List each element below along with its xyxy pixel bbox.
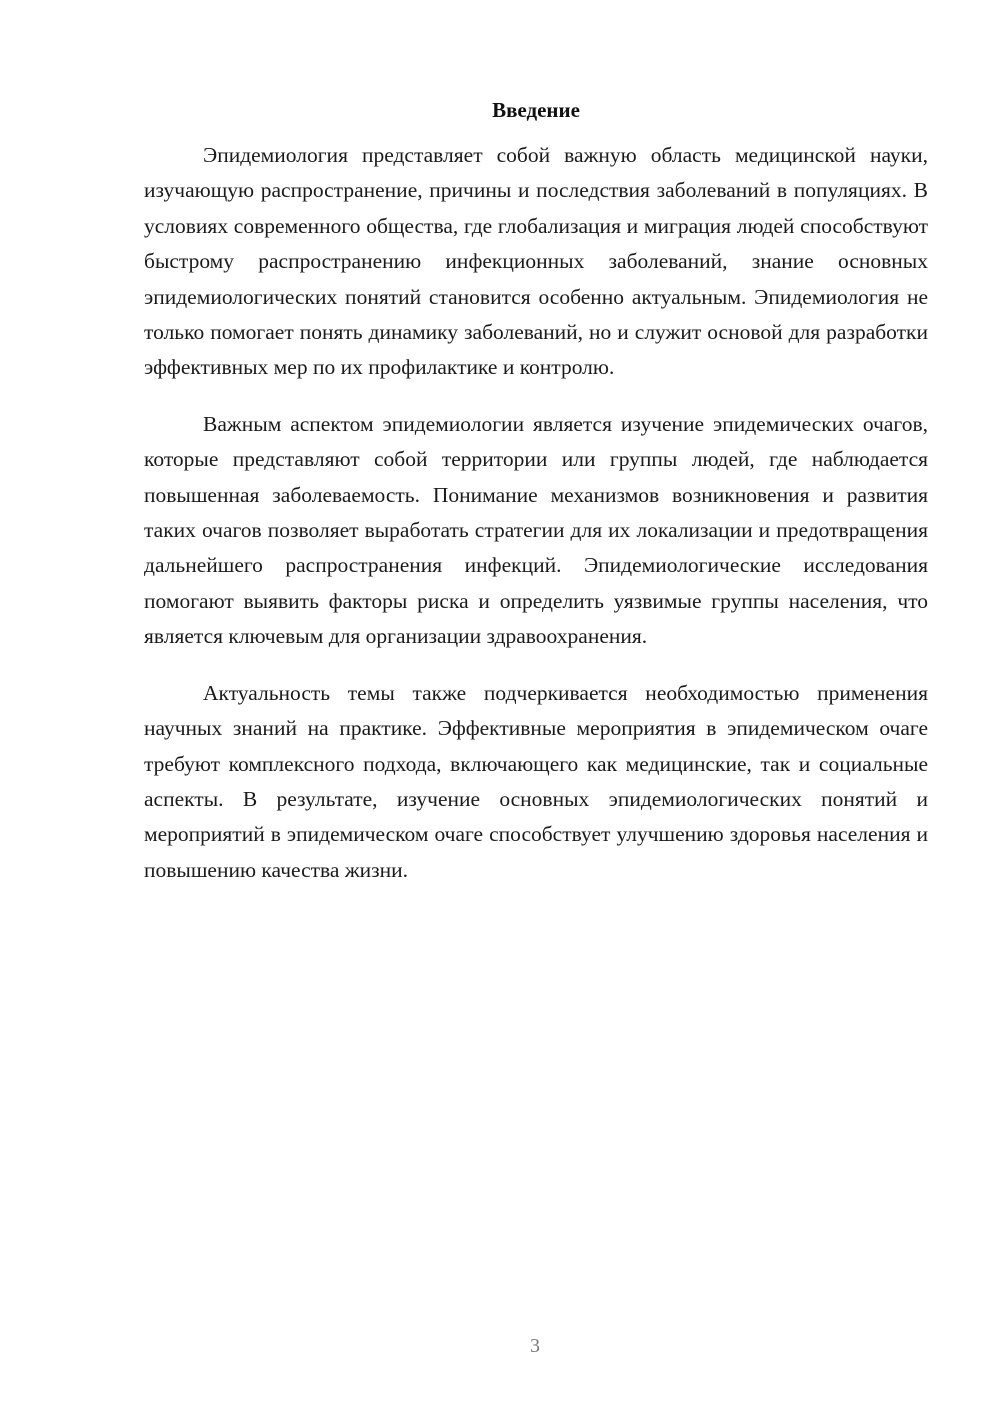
section-heading: Введение <box>492 98 580 122</box>
paragraph-3: Актуальность темы также подчеркивается необходимостью применения научных знаний на практике. Эффективные мероприятия в эпидемическом очаге требуют комплексного подхода, включающего как медицинские, так и социальные аспекты. В результате, изучение основных эпидемиологических понятий и мероприятий в эпидемическом очаге способствует улучшению здоровья населения и повышению качества жизни. <box>144 680 928 882</box>
paragraph-1: Эпидемиология представляет собой важную область медицинской науки, изучающую распространение, причины и последствия заболеваний в популяциях. В условиях современного общества, где глобализация и миграция людей способствуют быстрому распространению инфекционных заболеваний, знание основных эпидемиологических понятий становится особенно актуальным. Эпидемиология не только помогает понять динамику заболеваний, но и служит основой для разработки эффективных мер по их профилактике и контролю. <box>144 143 928 380</box>
page-number: 3 <box>530 1335 540 1357</box>
paragraph-2: Важным аспектом эпидемиологии является изучение эпидемических очагов, которые представляют собой территории или группы людей, где наблюдается повышенная заболеваемость. Понимание механизмов возникновения и развития таких очагов позволяет выработать стратегии для их локализации и предотвращения дальнейшего распространения инфекций. Эпидемиологические исследования помогают выявить факторы риска и определить уязвимые группы населения, что является ключевым для организации здравоохранения. <box>144 411 928 649</box>
page-content <box>144 94 928 909</box>
